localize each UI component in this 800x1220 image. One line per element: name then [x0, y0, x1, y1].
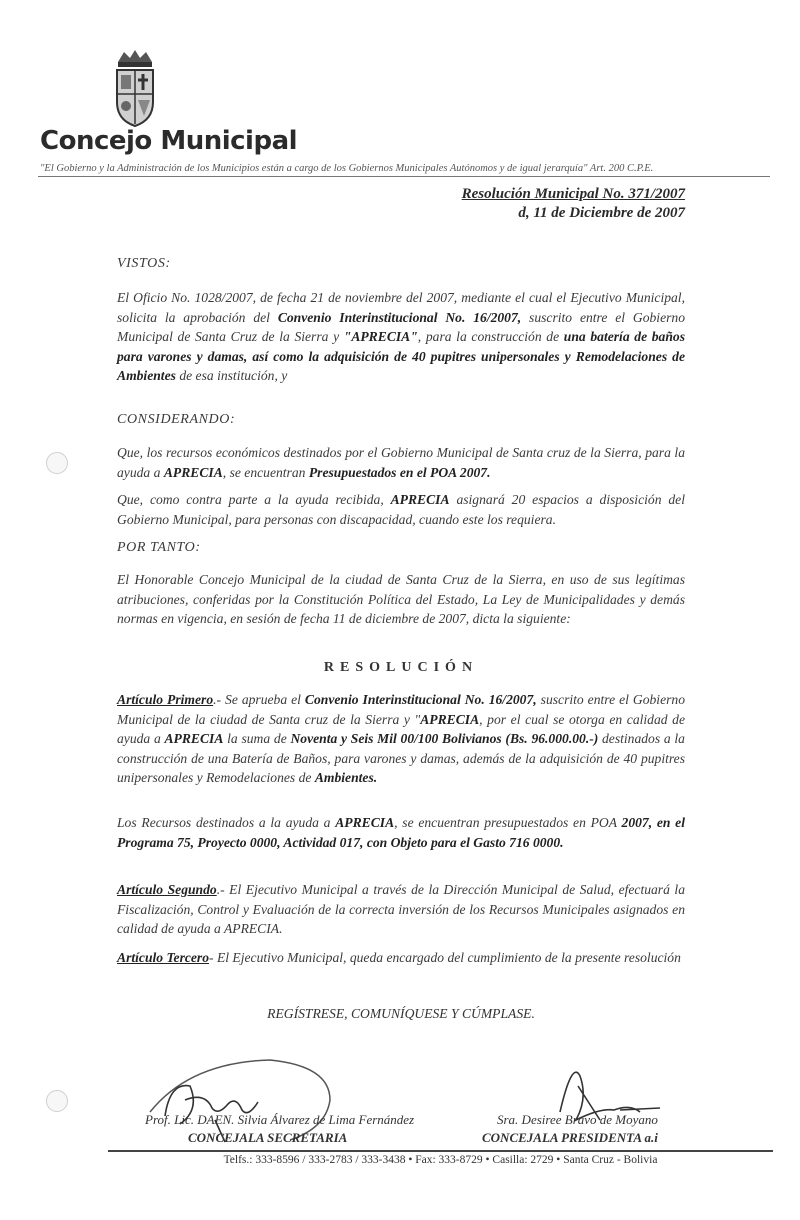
- section-heading-vistos: VISTOS:: [117, 256, 171, 271]
- vistos-paragraph: El Oficio No. 1028/2007, de fecha 21 de noviembre del 2007, mediante el cual el Ejecutivo Municipal, solicita la aprobación del Convenio Interinstitucional No. 16/2007, suscrito entre el Gobierno Municipal de Santa Cruz de la Sierra y "APRECIA", para la construcción de una batería de baños para varones y damas, así como la adquisición de 40 pupitres unipersonales y Remodelaciones de Ambientes de esa institución, y: [117, 290, 685, 383]
- signer-right-title: CONCEJALA PRESIDENTA a.i: [482, 1130, 658, 1145]
- closing-formula: REGÍSTRESE, COMUNÍQUESE Y CÚMPLASE.: [267, 1006, 535, 1021]
- section-heading-considerando: CONSIDERANDO:: [117, 412, 236, 427]
- article-first-funding-paragraph: Los Recursos destinados a la ayuda a APRECIA, se encuentran presupuestados en POA 2007, en el Programa 75, Proyecto 0000, Actividad 017, con Objeto para el Gasto 716 0000.: [117, 815, 685, 850]
- resolution-title: RESOLUCIÓN: [323, 660, 479, 675]
- footer-divider: [108, 1150, 773, 1152]
- punch-hole: [46, 1090, 68, 1112]
- signer-left-name: Prof. Lic. DAEN. Silvia Álvarez de Lima Fernández: [145, 1112, 415, 1127]
- footer-contact: Telfs.: 333-8596 / 333-2783 / 333-3438 • Fax: 333-8729 • Casilla: 2729 • Santa Cruz - Bolivia: [223, 1154, 658, 1166]
- signer-right-name: Sra. Desiree Bravo de Moyano: [497, 1112, 658, 1127]
- resolution-date: d, 11 de Diciembre de 2007: [518, 205, 685, 221]
- por-tanto-paragraph: El Honorable Concejo Municipal de la ciudad de Santa Cruz de la Sierra, en uso de sus legítimas atribuciones, conferidas por la Constitución Política del Estado, La Ley de Municipalidades y demás normas en vigencia, en sesión de fecha 11 de diciembre de 2007, dicta la siguiente:: [117, 572, 685, 626]
- article-second-paragraph: Artículo Segundo.- El Ejecutivo Municipal a través de la Dirección Municipal de Salud, efectuará la Fiscalización, Control y Evaluación de la correcta inversión de los Recursos Municipales asignados en calidad de ayuda a APRECIA.: [117, 882, 685, 936]
- organization-name: Concejo Municipal: [40, 126, 298, 156]
- article-third-paragraph: Artículo Tercero- El Ejecutivo Municipal, queda encargado del cumplimiento de la presente resolución: [117, 950, 681, 965]
- considerando-paragraph-2: Que, como contra parte a la ayuda recibida, APRECIA asignará 20 espacios a disposición del Gobierno Municipal, para personas con discapacidad, cuando este los requiera.: [117, 492, 685, 527]
- header-motto: "El Gobierno y la Administración de los Municipios están a cargo de los Gobiernos Municipales Autónomos y de igual jerarquía" Art. 200 C.P.E.: [40, 163, 654, 174]
- resolution-number: Resolución Municipal No. 371/2007: [461, 186, 685, 202]
- section-heading-por-tanto: POR TANTO:: [117, 540, 201, 555]
- signer-left-title: CONCEJALA SECRETARIA: [188, 1130, 348, 1145]
- considerando-paragraph-1: Que, los recursos económicos destinados por el Gobierno Municipal de Santa cruz de la Sierra, para la ayuda a APRECIA, se encuentran Presupuestados en el POA 2007.: [117, 445, 685, 480]
- article-first-paragraph: Artículo Primero.- Se aprueba el Convenio Interinstitucional No. 16/2007, suscrito entre el Gobierno Municipal de la ciudad de Santa cruz de la Sierra y "APRECIA, por el cual se otorga en calidad de ayuda a APRECIA la suma de Noventa y Seis Mil 00/100 Bolivianos (Bs. 96.000.00.-) destinados a la construcción de una Batería de Baños, para varones y damas, además de la adquisición de 40 pupitres unipersonales y Remodelaciones de Ambientes.: [117, 692, 685, 785]
- stamp-arc: [150, 1060, 330, 1140]
- punch-hole: [46, 452, 68, 474]
- coat-of-arms-icon: [112, 48, 158, 128]
- header-divider: [38, 176, 770, 177]
